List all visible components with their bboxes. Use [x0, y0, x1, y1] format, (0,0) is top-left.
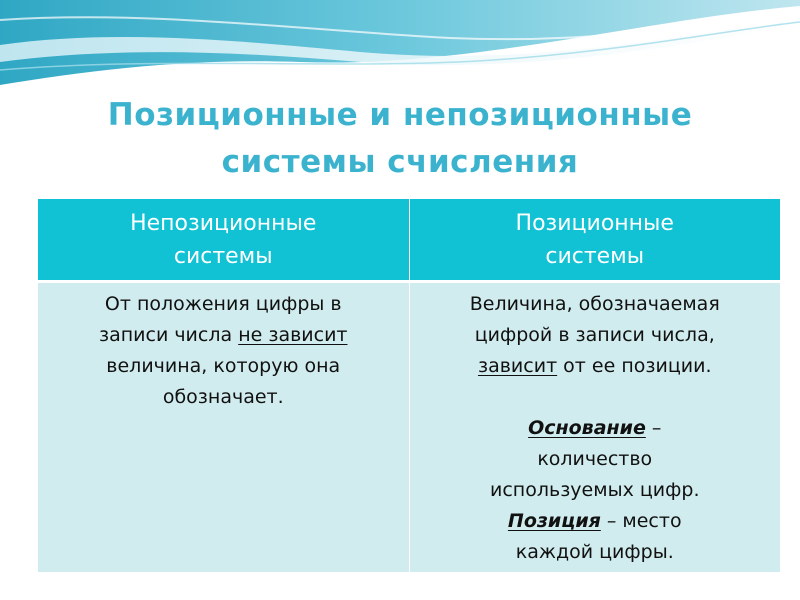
basis-dash: – [645, 417, 662, 439]
position-line-1 [416, 506, 775, 537]
header-nonpositional-line-1: Непозиционные [130, 210, 317, 236]
not-depends-phrase: не зависит [238, 324, 348, 346]
nonpos-text-line-2-pre: записи числа [98, 324, 239, 346]
header-positional-line-2: системы [545, 243, 645, 269]
header-nonpositional [38, 199, 409, 282]
title-line-1: Позиционные и непозиционные [107, 97, 693, 133]
cell-positional [409, 282, 780, 573]
pos-text-line-3-post: от ее позиции. [557, 355, 712, 377]
paragraph-gap [416, 382, 775, 413]
table-body-row [38, 282, 780, 573]
position-term: Позиция [507, 510, 601, 532]
title-line-2: системы счисления [221, 144, 579, 180]
nonpos-text-line-4: обозначает. [162, 386, 284, 408]
comparison-table [38, 199, 780, 572]
nonpos-text-line-2 [44, 320, 403, 351]
nonpos-text-line-3: величина, которую она [106, 355, 341, 377]
basis-line-3: используемых цифр. [490, 479, 700, 501]
slide-title [0, 92, 800, 186]
pos-text-line-3 [416, 351, 775, 382]
cell-nonpositional [38, 282, 409, 573]
nonpos-text-line-1: От положения цифры в [104, 293, 342, 315]
basis-term: Основание [528, 417, 646, 439]
header-nonpositional-line-2: системы [173, 243, 273, 269]
table-header-row [38, 199, 780, 282]
position-line-2: каждой цифры. [515, 541, 674, 563]
header-positional [409, 199, 780, 282]
basis-line-1 [416, 413, 775, 444]
pos-text-line-1: Величина, обозначаемая [469, 293, 720, 315]
basis-line-2: количество [537, 448, 653, 470]
pos-text-line-2: цифрой в записи числа, [474, 324, 715, 346]
header-positional-line-1: Позиционные [515, 210, 674, 236]
depends-phrase: зависит [477, 355, 558, 377]
position-post: – место [600, 510, 682, 532]
